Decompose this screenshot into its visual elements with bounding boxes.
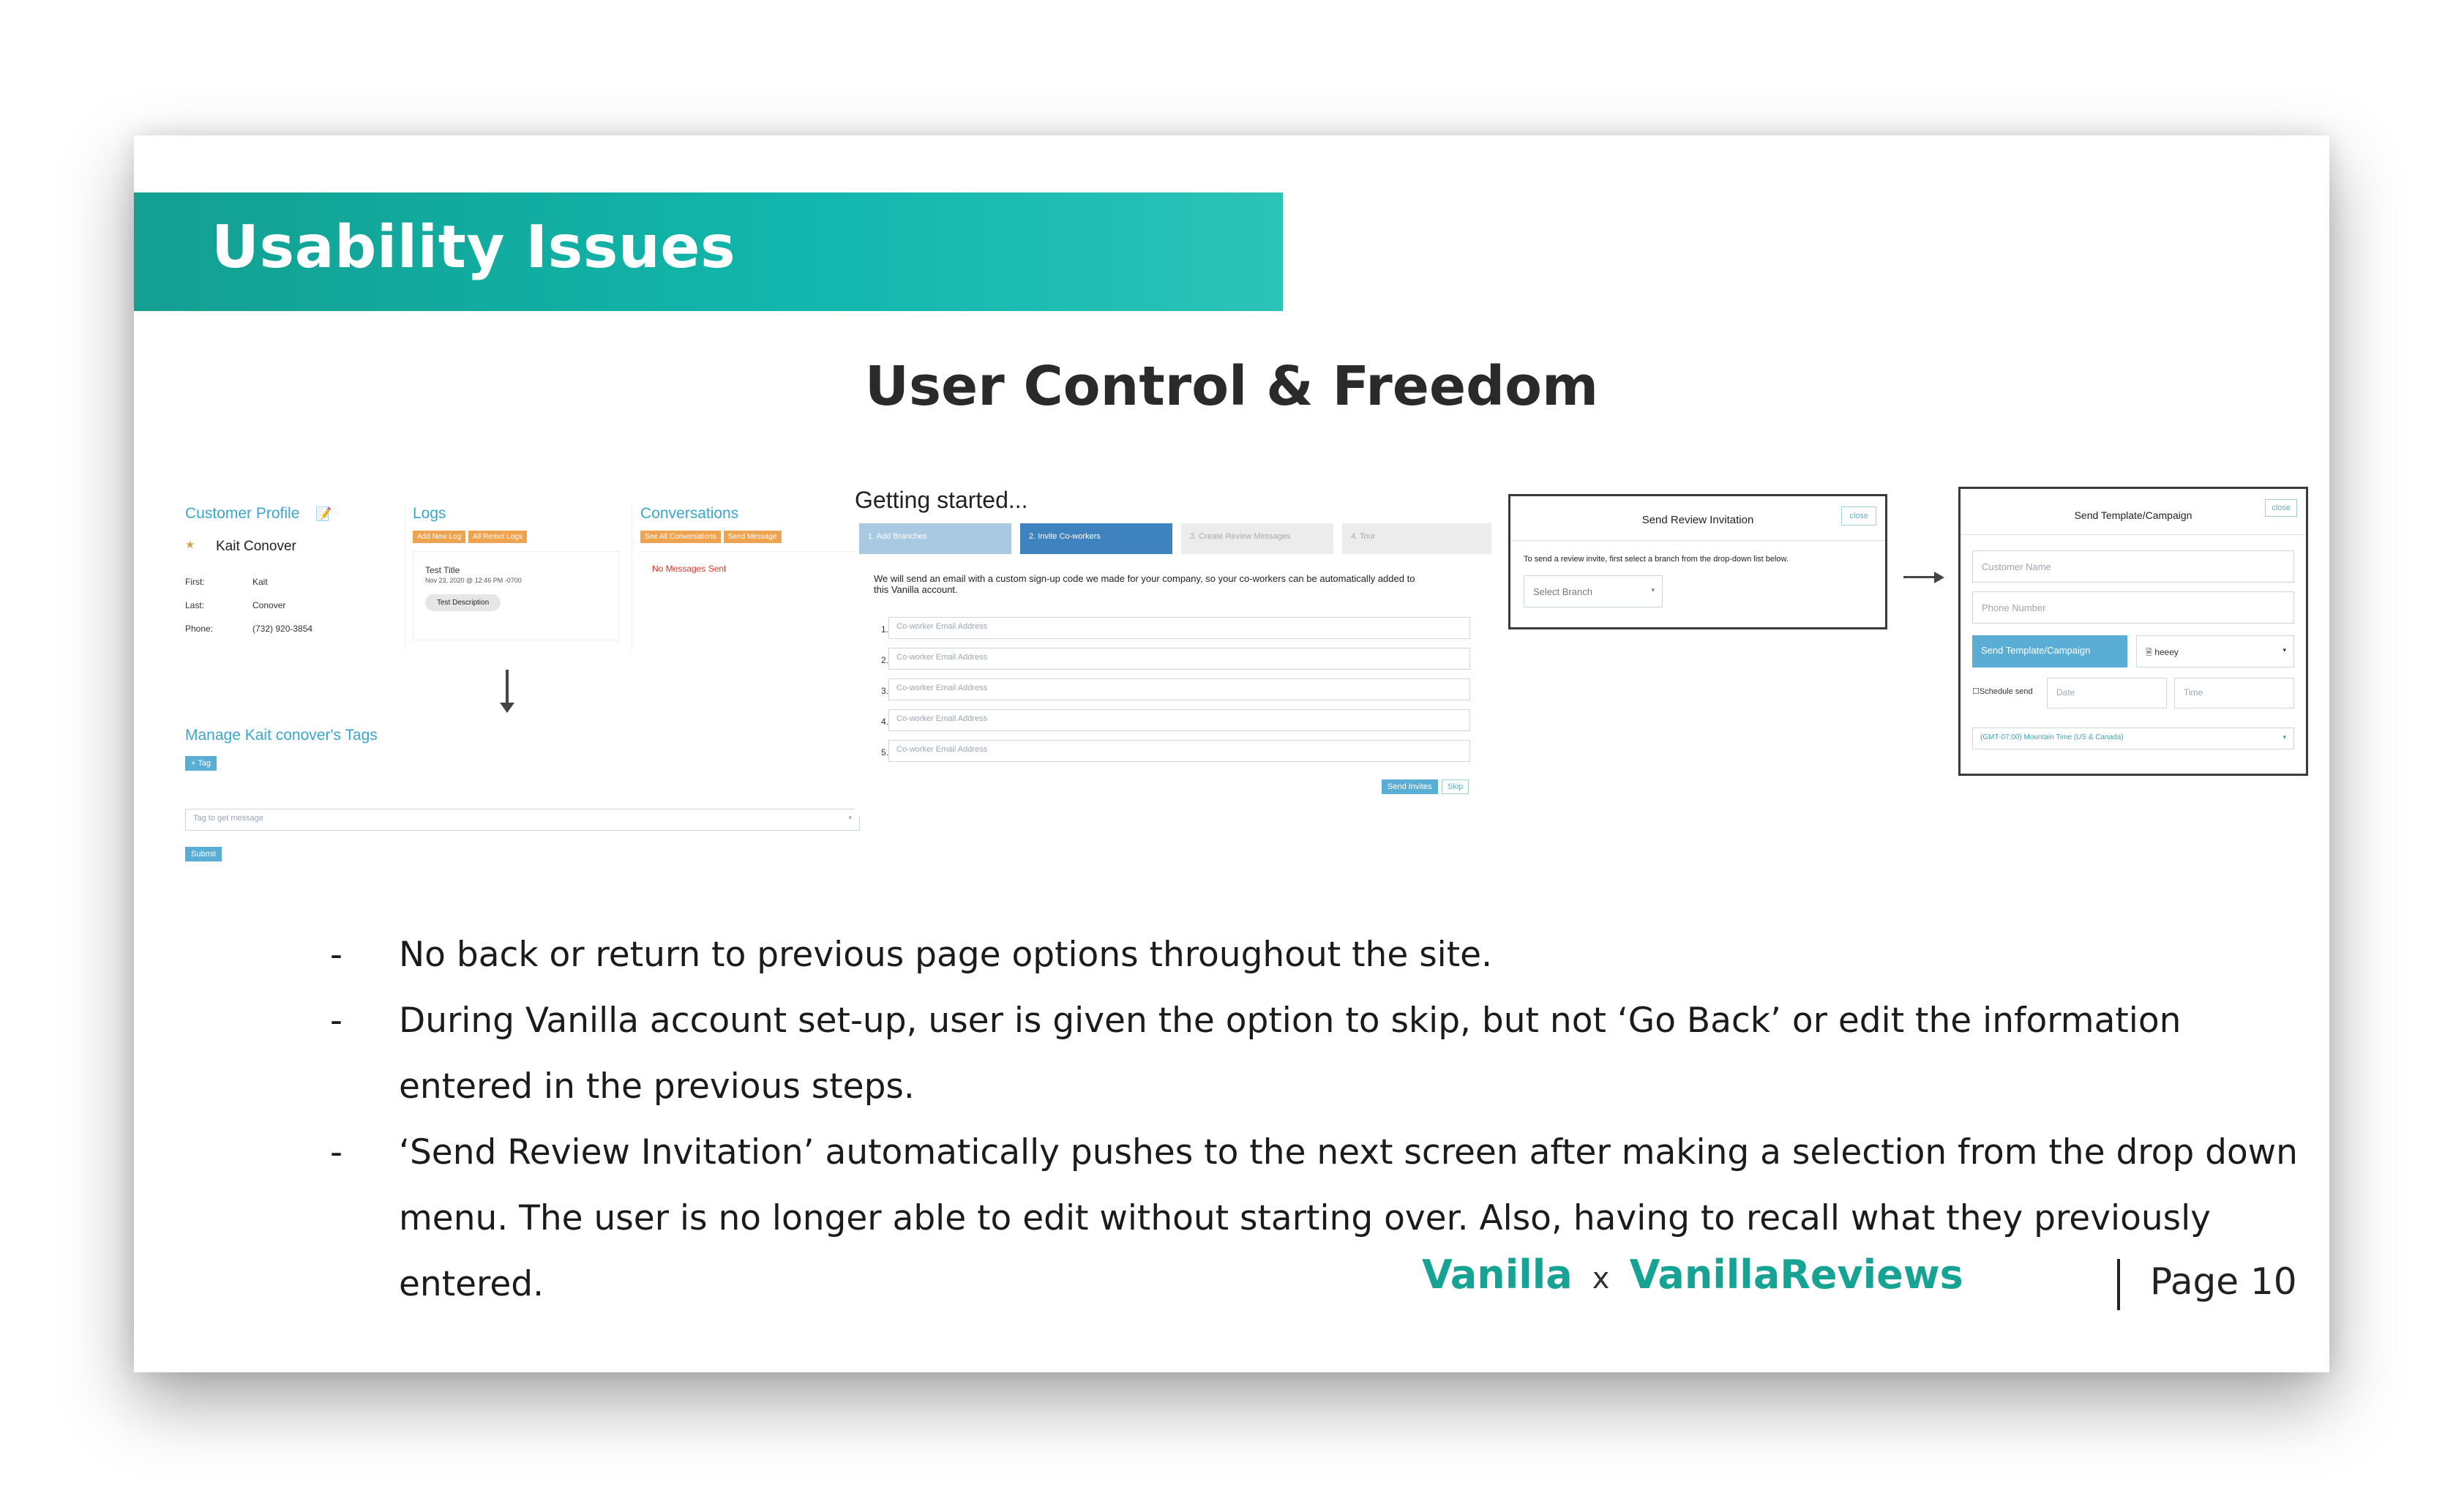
row-number: 5. xyxy=(881,747,889,758)
arrow-head xyxy=(1934,572,1944,583)
screenshot-getting-started xyxy=(855,487,1491,816)
send-invites-button[interactable]: Send Invites xyxy=(1382,779,1438,794)
page-number: Page 10 xyxy=(2150,1260,2297,1303)
template-value: heeey xyxy=(2154,647,2179,657)
field-label: Phone: xyxy=(185,624,214,634)
add-log-button[interactable]: Add New Log xyxy=(413,531,465,543)
timezone-select[interactable] xyxy=(1972,728,2294,749)
email-row xyxy=(881,740,1474,771)
star-icon: ★ xyxy=(185,539,195,551)
date-field[interactable]: Date xyxy=(2047,678,2167,708)
review-dialog-title: Send Review Invitation xyxy=(1641,514,1754,526)
footer-brand xyxy=(1422,1252,1963,1298)
arrow-head xyxy=(500,703,514,713)
no-messages-text: No Messages Sent xyxy=(652,564,727,574)
manage-tags-heading: Manage Kait conover's Tags xyxy=(185,727,378,744)
profile-fields xyxy=(185,577,353,647)
select-branch-label: Select Branch xyxy=(1533,586,1592,597)
arrow-down-icon xyxy=(506,670,509,706)
chevron-down-icon: ▾ xyxy=(848,814,852,821)
screenshot-send-template xyxy=(1958,487,2308,776)
send-template-button[interactable]: Send Template/Campaign xyxy=(1972,635,2127,668)
chevron-down-icon: ▾ xyxy=(2283,646,2286,654)
coworker-email-field[interactable]: Co-worker Email Address xyxy=(888,709,1470,731)
time-field[interactable]: Time xyxy=(2174,678,2294,708)
row-number: 2. xyxy=(881,655,889,665)
log-title: Test Title xyxy=(425,565,460,575)
bullet-text: ‘Send Review Invitation’ automatically pushes to the next screen after making a selection from the drop down menu. The user is no longer able to edit without starting over. Also, having to recall what they previously entered. xyxy=(399,1132,2298,1304)
title-banner xyxy=(134,192,1283,311)
row-number: 4. xyxy=(881,717,889,727)
setup-steps xyxy=(859,523,1491,554)
coworker-email-field[interactable]: Co-worker Email Address xyxy=(888,648,1470,670)
invite-description: We will send an email with a custom sign-up code we made for your company, so your co-workers can be automatically added to this Vanilla account. xyxy=(874,573,1415,595)
select-branch-dropdown[interactable] xyxy=(1524,575,1663,607)
step-tour[interactable]: 4. Tour xyxy=(1342,523,1491,554)
footer-x: x xyxy=(1592,1262,1610,1295)
list-item: - ‘Send Review Invitation’ automatically pushes to the next screen after making a selection from the drop down menu. The user is no longer able to edit without starting over. Also, having to recall what they previously entered. xyxy=(330,1132,2298,1304)
row-number: 1. xyxy=(881,624,889,635)
step-create-messages[interactable]: 3. Create Review Messages xyxy=(1181,523,1333,554)
log-description[interactable]: Test Description xyxy=(425,594,501,611)
list-item: - During Vanilla account set-up, user is given the option to skip, but not ‘Go Back’ or edit the information entered in the previous steps. xyxy=(330,1001,2182,1107)
customer-name: Kait Conover xyxy=(216,539,296,554)
review-dialog-desc: To send a review invite, first select a branch from the drop-down list below. xyxy=(1524,555,1789,564)
logs-actions xyxy=(413,529,530,543)
document-icon: 🗎 xyxy=(2146,648,2152,657)
chevron-down-icon: ▾ xyxy=(1651,586,1655,594)
conversations-actions xyxy=(640,529,784,543)
email-row xyxy=(881,617,1474,648)
email-row xyxy=(881,678,1474,709)
field-value: Kait xyxy=(252,577,268,587)
email-row xyxy=(881,709,1474,740)
tag-placeholder: Tag to get message xyxy=(193,814,264,823)
coworker-email-field[interactable]: Co-worker Email Address xyxy=(888,617,1470,639)
timezone-value: (GMT-07:00) Mountain Time (US & Canada) xyxy=(1980,733,2124,741)
issues-list xyxy=(236,922,2300,1317)
row-number: 3. xyxy=(881,686,889,696)
screenshot-customer-profile xyxy=(185,505,924,893)
email-row xyxy=(881,648,1474,678)
skip-button[interactable]: Skip xyxy=(1442,779,1469,794)
field-label: Last: xyxy=(185,600,205,610)
template-close-button[interactable]: close xyxy=(2265,499,2297,517)
screenshot-send-review-invitation xyxy=(1508,494,1887,629)
bullet-text: During Vanilla account set-up, user is given the option to skip, but not ‘Go Back’ or edit the information entered in the previous steps. xyxy=(399,1001,2182,1107)
section-subtitle: User Control & Freedom xyxy=(864,355,1599,418)
page-title: Usability Issues xyxy=(211,213,736,281)
customer-profile-heading: Customer Profile xyxy=(185,505,300,522)
coworker-email-field[interactable]: Co-worker Email Address xyxy=(888,740,1470,762)
log-card xyxy=(413,551,619,640)
slide xyxy=(134,135,2329,1372)
phone-number-field[interactable]: Phone Number xyxy=(1972,591,2294,624)
logs-heading: Logs xyxy=(413,505,446,522)
schedule-send-label: Schedule send xyxy=(1979,687,2033,696)
all-logs-button[interactable]: All Remot Logs xyxy=(468,531,527,543)
send-message-button[interactable]: Send Message xyxy=(724,531,782,543)
vanillareviews-logo: VanillaReviews xyxy=(1629,1252,1963,1298)
schedule-send-checkbox[interactable]: ☐Schedule send xyxy=(1972,687,2033,696)
submit-button[interactable]: Submit xyxy=(185,847,222,861)
field-label: First: xyxy=(185,577,205,587)
getting-started-title: Getting started... xyxy=(855,487,1028,513)
customer-name-field[interactable]: Customer Name xyxy=(1972,550,2294,583)
see-conversations-button[interactable]: See All Conversations xyxy=(640,531,721,543)
add-tag-button[interactable]: + Tag xyxy=(185,756,217,771)
template-select[interactable] xyxy=(2136,635,2294,668)
step-add-branches[interactable]: 1. Add Branches xyxy=(859,523,1011,554)
log-time: Nov 23, 2020 @ 12:46 PM -0700 xyxy=(425,577,522,584)
field-value: (732) 920-3854 xyxy=(252,624,313,634)
footer-divider xyxy=(2117,1259,2120,1310)
conversations-heading: Conversations xyxy=(640,505,739,522)
coworker-email-field[interactable]: Co-worker Email Address xyxy=(888,678,1470,700)
step-invite-coworkers[interactable]: 2. Invite Co-workers xyxy=(1020,523,1172,554)
tag-input[interactable] xyxy=(185,809,860,831)
review-close-button[interactable]: close xyxy=(1841,506,1876,526)
bullet-text: No back or return to previous page options throughout the site. xyxy=(399,935,1493,975)
chevron-down-icon: ▾ xyxy=(2283,733,2286,741)
arrow-right-icon xyxy=(1903,576,1937,578)
list-item: - No back or return to previous page options throughout the site. xyxy=(330,935,1493,975)
coworker-email-list xyxy=(881,617,1474,771)
edit-icon[interactable]: 📝 xyxy=(315,506,332,521)
template-dialog-title: Send Template/Campaign xyxy=(2074,509,2192,521)
vanilla-logo: Vanilla xyxy=(1422,1252,1573,1298)
field-value: Conover xyxy=(252,600,286,610)
